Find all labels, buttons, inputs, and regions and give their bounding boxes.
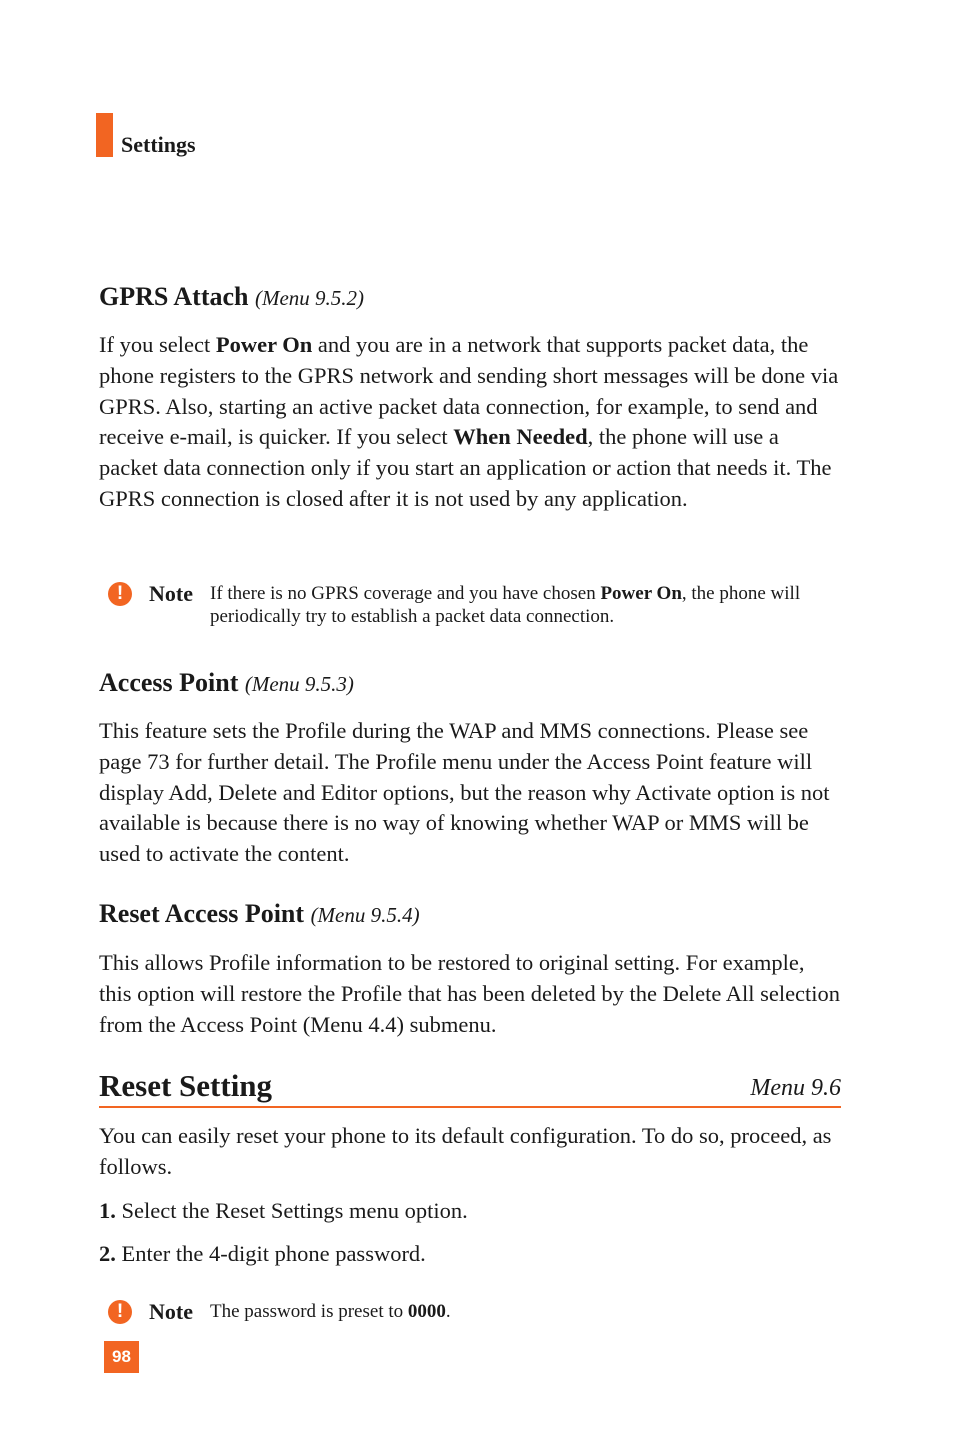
reset-access-point-menu-ref: (Menu 9.5.4) [310, 903, 420, 927]
section-tab-marker [96, 113, 113, 157]
gprs-attach-heading [99, 282, 364, 313]
gprs-attach-menu-ref: (Menu 9.5.2) [255, 286, 365, 310]
note-text: The password is preset to 0000. [210, 1301, 451, 1322]
access-point-paragraph: This feature sets the Profile during the WAP and MMS connections. Please see page 73 for further detail. The Profile menu under the Access Point feature will display Add, Delete and Editor options, but the reason why Activate option is not available is because there is no way of knowing whether WAP or MMS will be used to activate the content. [99, 718, 830, 867]
reset-setting-heading [99, 1068, 841, 1108]
section-title: Settings [121, 132, 196, 157]
exclamation-icon: ! [108, 582, 132, 606]
reset-access-point-title: Reset Access Point [99, 899, 305, 928]
access-point-menu-ref: (Menu 9.5.3) [244, 672, 354, 696]
note-label: Note [149, 1299, 193, 1324]
reset-access-point-heading [99, 899, 420, 930]
note-text: If there is no GPRS coverage and you have chosen Power On, the phone will periodically try to establish a packet data connection. [210, 583, 801, 627]
access-point-title: Access Point [99, 668, 239, 697]
page-number: 98 [104, 1341, 139, 1373]
reset-access-point-paragraph: This allows Profile information to be restored to original setting. For example, this option will restore the Profile that has been deleted by the Delete All selection from the Access Point (Menu 4.4) submenu. [99, 950, 841, 1037]
reset-setting-menu-ref: Menu 9.6 [750, 1075, 841, 1101]
exclamation-icon: ! [108, 1300, 132, 1324]
gprs-attach-title: GPRS Attach [99, 282, 249, 311]
reset-setting-title: Reset Setting [99, 1068, 273, 1103]
step-item: 2. Enter the 4-digit phone password. [99, 1241, 426, 1266]
step-item: 1. Select the Reset Settings menu option. [99, 1198, 468, 1223]
note-label: Note [149, 581, 193, 606]
gprs-attach-paragraph: If you select Power On and you are in a network that supports packet data, the phone registers to the GPRS network and sending short messages will be done via GPRS. Also, starting an active packet data connection, for example, to send and receive e-mail, is quicker. If you select When Needed, the phone will use a packet data connection only if you start an application or action that needs it. The GPRS connection is closed after it is not used by any application. [99, 332, 839, 511]
reset-setting-intro: You can easily reset your phone to its default configuration. To do so, proceed, as follows. [99, 1123, 832, 1179]
access-point-heading [99, 668, 354, 699]
